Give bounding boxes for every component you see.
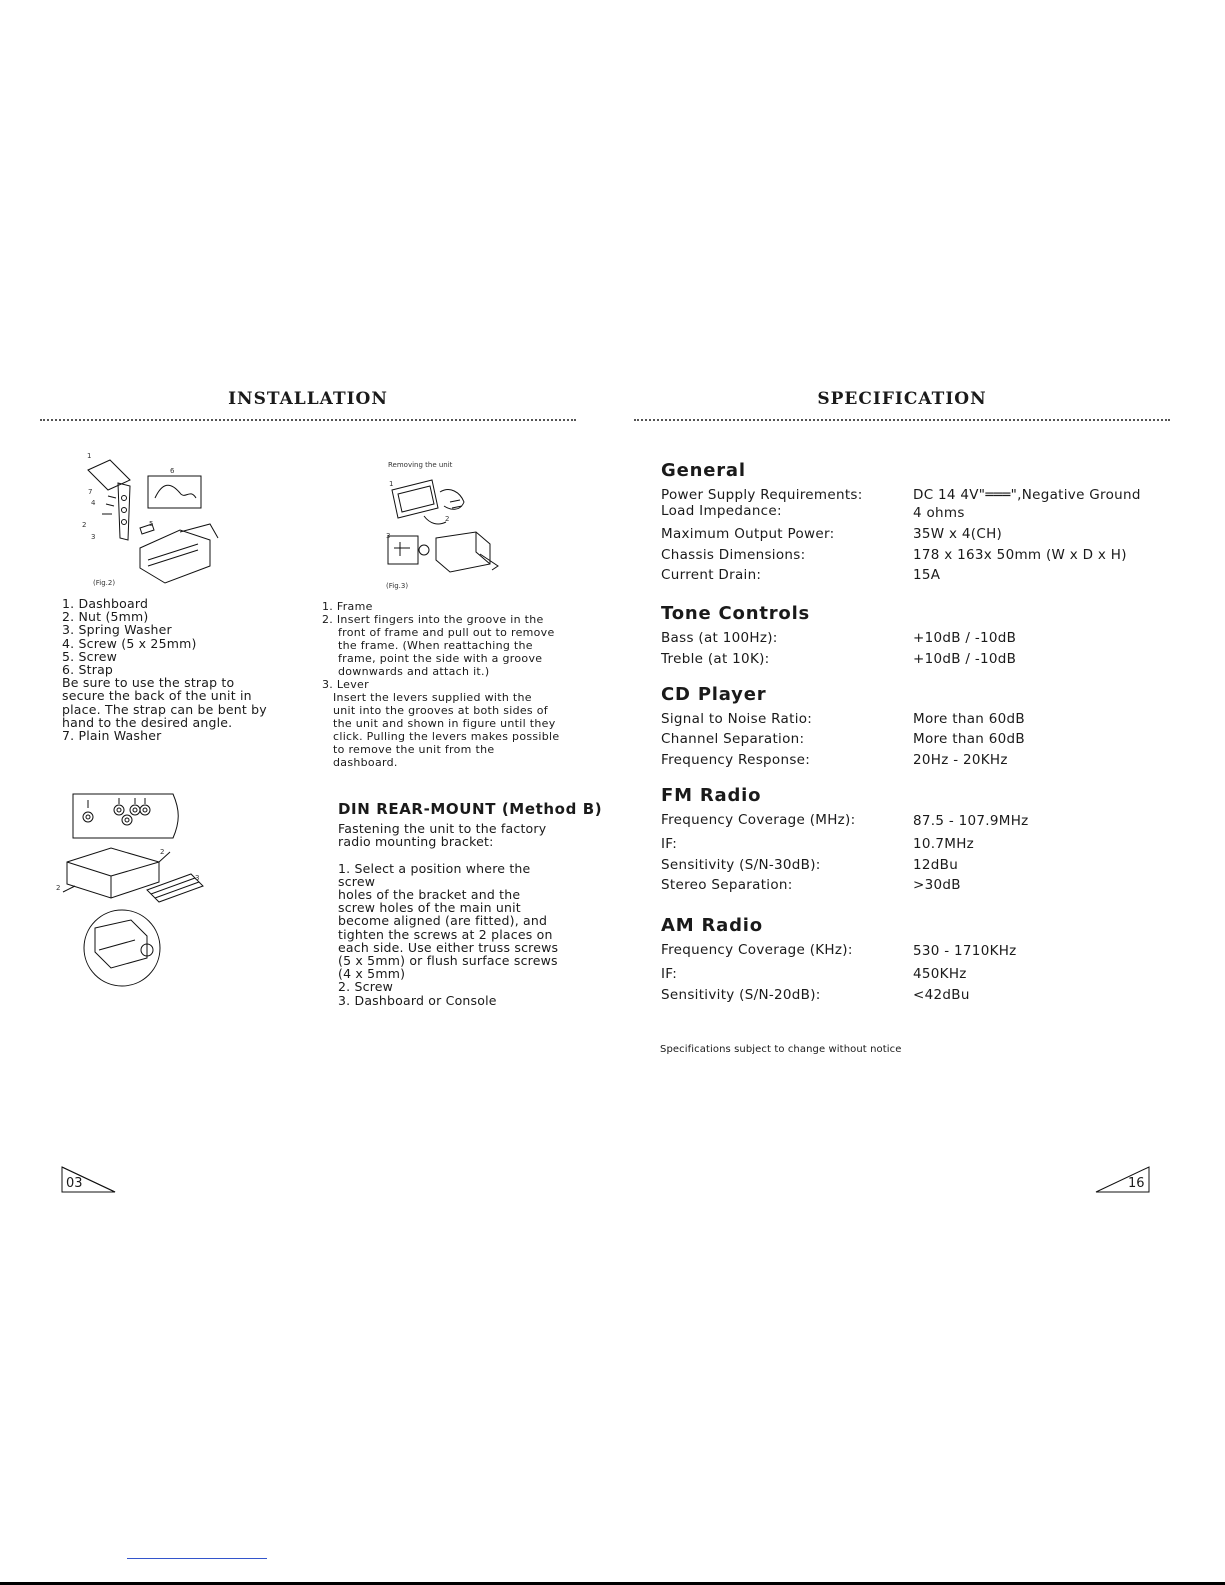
list-item: 3. Spring Washer [62, 622, 172, 638]
spec-label: Frequency Coverage (MHz): [661, 812, 856, 828]
rear-mount-callout-3: 3 [195, 874, 200, 882]
spec-label: Sensitivity (S/N-30dB): [661, 857, 821, 873]
fig2-callout-6: 6 [170, 467, 175, 475]
rear-mount-illustration [55, 790, 245, 990]
right-header-divider [634, 419, 1170, 421]
text-line: radio mounting bracket: [338, 834, 494, 850]
spec-label: Frequency Response: [661, 752, 811, 768]
rear-mount-callout-2b: 2 [56, 884, 61, 892]
fig3-callout-3: 3 [386, 532, 391, 540]
spec-section-title: General [661, 460, 746, 481]
fig2-callout-7: 7 [88, 488, 93, 496]
list-item: 7. Plain Washer [62, 728, 162, 744]
bottom-link-underline [127, 1558, 267, 1559]
text-line: holes of the bracket and the [338, 887, 521, 902]
spec-section-title: AM Radio [661, 915, 763, 936]
rear-mount-callout-2: 2 [160, 848, 165, 856]
list-item: 2. Insert fingers into the groove in the [322, 613, 544, 626]
list-item: Be sure to use the strap to [62, 675, 235, 691]
spec-label: IF: [661, 836, 678, 852]
fig3-title: Removing the unit [388, 461, 453, 469]
text-line: screw holes of the main unit [338, 900, 521, 916]
spec-value: +10dB / -10dB [913, 630, 1017, 646]
text-line: (5 x 5mm) or flush surface screws [338, 953, 558, 969]
spec-value: 87.5 - 107.9MHz [913, 813, 1029, 829]
list-item: frame, point the side with a groove [338, 652, 543, 665]
text-line: tighten the screws at 2 places on [338, 926, 553, 942]
list-item: unit into the grooves at both sides of [333, 704, 548, 717]
text-line: 2. Screw [338, 979, 394, 995]
din-rear-mount-text [338, 822, 568, 1007]
spec-value: 15A [913, 567, 941, 583]
spec-value: 20Hz - 20KHz [913, 752, 1008, 768]
spec-value: More than 60dB [913, 711, 1025, 727]
fig3-callout-1: 1 [389, 480, 394, 488]
spec-label: Bass (at 100Hz): [661, 630, 778, 646]
spec-label: Power Supply Requirements: [661, 487, 863, 503]
din-rear-mount-title: DIN REAR-MOUNT (Method B) [338, 800, 603, 818]
spec-label: Treble (at 10K): [661, 651, 770, 667]
text-line: 1. Select a position where the screw [338, 860, 531, 889]
spec-value: +10dB / -10dB [913, 651, 1017, 667]
fig3-illustration [380, 472, 510, 582]
spec-value: 178 x 163x 50mm (W x D x H) [913, 547, 1127, 563]
list-item: the unit and shown in figure until they [333, 717, 556, 730]
spec-value: More than 60dB [913, 731, 1025, 747]
text-line: (4 x 5mm) [338, 966, 406, 982]
spec-label: IF: [661, 966, 678, 982]
fig3-callout-2: 2 [445, 515, 450, 523]
spec-label: Chassis Dimensions: [661, 547, 806, 563]
list-item: front of frame and pull out to remove [338, 626, 555, 639]
left-header-divider [40, 419, 576, 421]
fig2-callout-2: 2 [82, 521, 87, 529]
spec-label: Channel Separation: [661, 731, 805, 747]
fig3-caption: (Fig.3) [386, 582, 409, 590]
spec-value: 10.7MHz [913, 836, 975, 852]
text-line: 3. Dashboard or Console [338, 992, 497, 1008]
spec-label: Current Drain: [661, 567, 762, 583]
installation-header: INSTALLATION [228, 389, 388, 409]
spec-value: 530 - 1710KHz [913, 943, 1017, 959]
list-item: hand to the desired angle. [62, 714, 233, 730]
spec-value: <42dBu [913, 987, 970, 1003]
fig2-callout-4: 4 [91, 499, 96, 507]
spec-value: DC 14 4V"═══",Negative Ground [913, 487, 1141, 503]
parts-list [62, 597, 282, 742]
fig2-callout-1: 1 [87, 452, 92, 460]
text-line: Fastening the unit to the factory [338, 821, 547, 836]
fig2-caption: (Fig.2) [93, 579, 116, 587]
spec-label: Maximum Output Power: [661, 526, 835, 542]
left-page-number: 03 [66, 1176, 83, 1191]
list-item: 1. Dashboard [62, 596, 149, 611]
spec-label: Load Impedance: [661, 503, 782, 519]
list-item: 5. Screw [62, 648, 118, 664]
list-item: place. The strap can be bent by [62, 701, 267, 717]
text-line: become aligned (are fitted), and [338, 913, 548, 929]
list-item: 3. Lever [322, 678, 369, 691]
list-item: click. Pulling the levers makes possible [333, 730, 560, 743]
spec-value: 4 ohms [913, 505, 965, 521]
spec-value: 450KHz [913, 966, 967, 982]
list-item: 2. Nut (5mm) [62, 609, 149, 625]
specification-header: SPECIFICATION [817, 389, 987, 409]
list-item: 1. Frame [322, 600, 373, 613]
spec-value: 12dBu [913, 857, 959, 873]
list-item: the frame. (When reattaching the [338, 639, 533, 652]
spec-value: 35W x 4(CH) [913, 526, 1003, 542]
list-item: 6. Strap [62, 662, 114, 678]
fig2-callout-5: 5 [149, 520, 154, 528]
fig2-callout-3: 3 [91, 533, 96, 541]
spec-label: Signal to Noise Ratio: [661, 711, 813, 727]
spec-section-title: FM Radio [661, 785, 762, 806]
spec-label: Sensitivity (S/N-20dB): [661, 987, 821, 1003]
text-line: each side. Use either truss screws [338, 939, 559, 955]
text-line [338, 848, 568, 861]
list-item: to remove the unit from the dashboard. [333, 743, 495, 769]
fig2-illustration [70, 448, 250, 593]
right-page-number: 16 [1128, 1176, 1145, 1191]
list-item: 4. Screw (5 x 25mm) [62, 635, 197, 651]
spec-section-title: CD Player [661, 684, 767, 705]
list-item: secure the back of the unit in [62, 688, 252, 704]
spec-value: >30dB [913, 877, 961, 893]
spec-label: Stereo Separation: [661, 877, 793, 893]
spec-section-title: Tone Controls [661, 603, 811, 624]
list-item: downwards and attach it.) [338, 665, 490, 678]
removal-list [322, 600, 562, 769]
list-item: Insert the levers supplied with the [333, 691, 532, 704]
spec-label: Frequency Coverage (KHz): [661, 942, 853, 958]
spec-footnote: Specifications subject to change without notice [660, 1044, 902, 1055]
